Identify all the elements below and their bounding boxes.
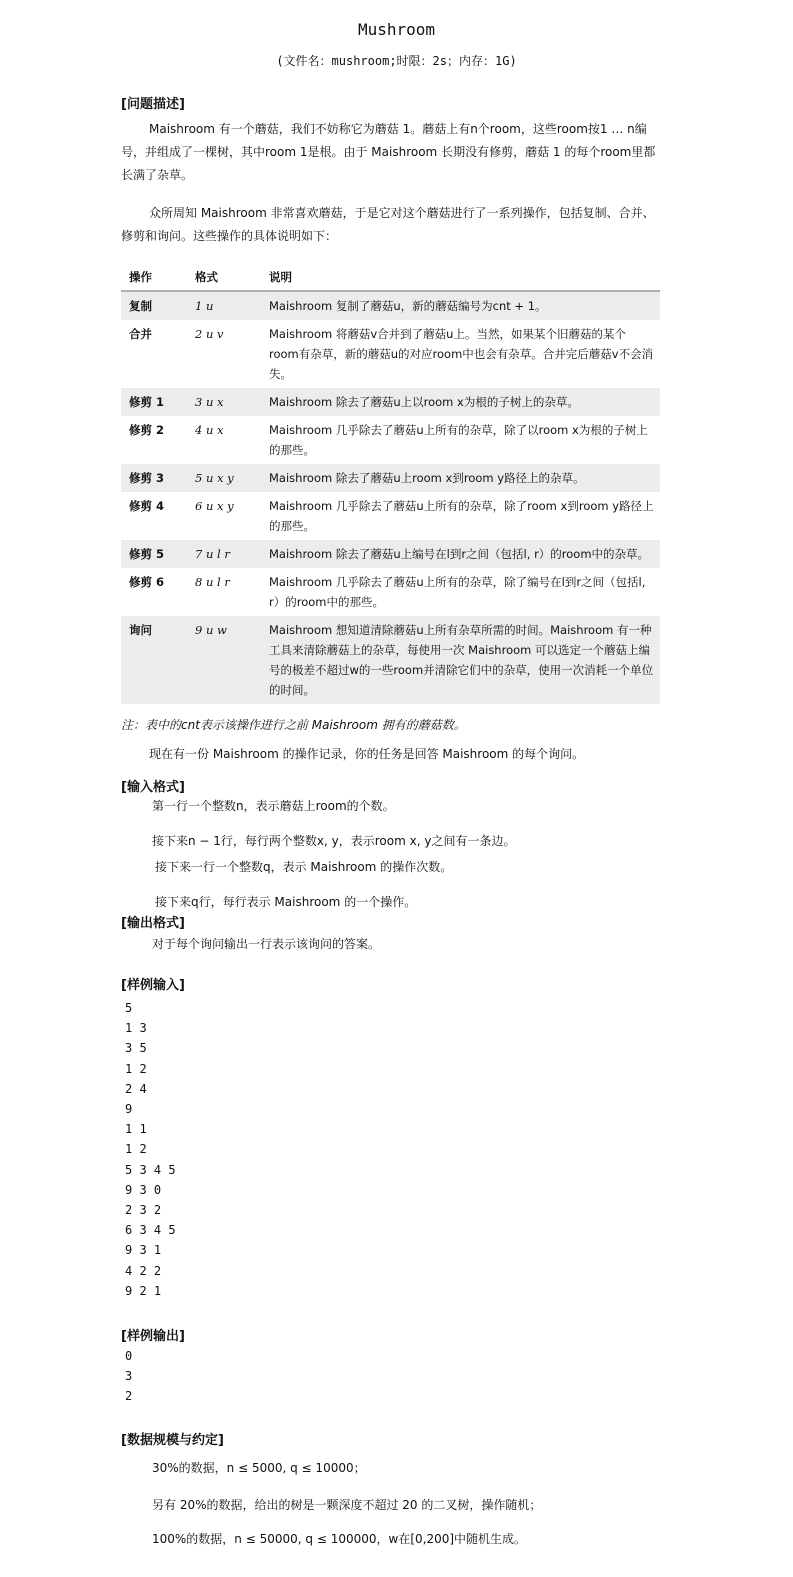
- op-name: 修剪 6: [129, 575, 165, 589]
- constraint-line: 100%的数据，n ≤ 50000, q ≤ 100000，w在[0,200]中随机生成。: [152, 1532, 527, 1546]
- column-header-description: 说明: [261, 264, 660, 291]
- table-row: [121, 492, 660, 540]
- sample-output-heading: [样例输出]: [121, 1329, 185, 1344]
- op-format: 8 u l r: [195, 575, 230, 589]
- output-format-line: 对于每个询问输出一行表示该询问的答案。: [152, 937, 381, 951]
- constraint-line: 30%的数据，n ≤ 5000, q ≤ 10000；: [152, 1461, 366, 1475]
- table-row: [121, 616, 660, 704]
- input-format-line: 接下来一行一个整数q，表示 Maishroom 的操作次数。: [155, 860, 453, 874]
- op-description: Maishroom 几乎除去了蘑菇u上所有的杂草，除了编号在l到r之间（包括l, r）的room中的那些。: [269, 575, 646, 609]
- table-row: [121, 416, 660, 464]
- op-format: 9 u w: [187, 616, 261, 704]
- op-name: 修剪 2: [129, 423, 165, 437]
- constraint-line: 另有 20%的数据，给出的树是一颗深度不超过 20 的二叉树，操作随机；: [152, 1498, 542, 1512]
- op-format: 1 u: [187, 291, 261, 320]
- problem-paragraph-1: Maishroom 有一个蘑菇，我们不妨称它为蘑菇 1。蘑菇上有n个room，这些room按1 … n编号，并组成了一棵树，其中room 1是根。由于 Maishroom 长期没有修剪，蘑菇 1 的每个room里都长满了杂草。: [121, 122, 656, 182]
- table-row: [121, 540, 660, 568]
- table-row: [121, 291, 660, 320]
- problem-heading: [问题描述]: [121, 97, 185, 112]
- op-description: Maishroom 除去了蘑菇u上以room x为根的子树上的杂草。: [261, 388, 660, 416]
- op-format: 2 u v: [195, 327, 224, 341]
- problem-paragraph-2: 众所周知 Maishroom 非常喜欢蘑菇，于是它对这个蘑菇进行了一系列操作，包括复制、合并、修剪和询问。这些操作的具体说明如下：: [121, 206, 655, 243]
- sample-input-block: 5 1 3 3 5 1 2 2 4 9 1 1 1 2 5 3 4 5 9 3 0 2 3 2 6 3 4 5 9 3 1 4 2 2 9 2 1: [125, 1001, 176, 1298]
- op-description: Maishroom 将蘑菇v合并到了蘑菇u上。当然，如果某个旧蘑菇的某个room有杂草，新的蘑菇u的对应room中也会有杂草。合并完后蘑菇v不会消失。: [269, 327, 654, 381]
- input-format-line: 接下来n − 1行，每行两个整数x, y，表示room x, y之间有一条边。: [152, 834, 516, 848]
- output-format-heading: [输出格式]: [121, 916, 185, 931]
- table-note: 注：表中的cnt表示该操作进行之前 Maishroom 拥有的蘑菇数。: [121, 718, 466, 732]
- op-format: 5 u x y: [187, 464, 261, 492]
- op-description: Maishroom 除去了蘑菇u上room x到room y路径上的杂草。: [261, 464, 660, 492]
- sample-input-heading: [样例输入]: [121, 978, 185, 993]
- op-format: 3 u x: [187, 388, 261, 416]
- op-name: 修剪 1: [121, 388, 187, 416]
- op-description: Maishroom 几乎除去了蘑菇u上所有的杂草，除了以room x为根的子树上的那些。: [269, 423, 648, 457]
- op-name: 修剪 5: [121, 540, 187, 568]
- op-description: Maishroom 复制了蘑菇u，新的蘑菇编号为cnt + 1。: [261, 291, 660, 320]
- after-table-paragraph: 现在有一份 Maishroom 的操作记录，你的任务是回答 Maishroom 的每个询问。: [149, 747, 585, 761]
- column-header-operation: 操作: [121, 264, 187, 291]
- page-subtitle: (文件名：mushroom;时限：2s；内存：1G): [276, 54, 517, 68]
- op-description: Maishroom 想知道清除蘑菇u上所有杂草所需的时间。Maishroom 有一种工具来清除蘑菇上的杂草，每使用一次 Maishroom 可以选定一个蘑菇上编号的极差不超过w的一些room并清除它们中的杂草，使用一次消耗一个单位的时间。: [261, 616, 660, 704]
- input-format-heading: [输入格式]: [121, 780, 185, 795]
- sample-output-block: 0 3 2: [125, 1349, 133, 1404]
- op-format: 7 u l r: [187, 540, 261, 568]
- constraints-heading: [数据规模与约定]: [121, 1433, 224, 1448]
- op-description: Maishroom 除去了蘑菇u上编号在l到r之间（包括l, r）的room中的杂草。: [261, 540, 660, 568]
- input-format-line: 接下来q行，每行表示 Maishroom 的一个操作。: [155, 895, 417, 909]
- op-format: 4 u x: [195, 423, 224, 437]
- column-header-format: 格式: [187, 264, 261, 291]
- op-name: 修剪 4: [129, 499, 165, 513]
- op-name: 复制: [121, 291, 187, 320]
- input-format-line: 第一行一个整数n，表示蘑菇上room的个数。: [152, 799, 395, 813]
- table-row: [121, 320, 660, 388]
- table-row: [121, 568, 660, 616]
- op-name: 修剪 3: [121, 464, 187, 492]
- table-row: [121, 464, 660, 492]
- operations-table: [121, 264, 660, 704]
- op-format: 6 u x y: [195, 499, 234, 513]
- op-name: 合并: [129, 327, 152, 341]
- page-title: Mushroom: [357, 20, 436, 39]
- table-header-row: [121, 264, 660, 291]
- op-description: Maishroom 几乎除去了蘑菇u上所有的杂草，除了room x到room y路径上的那些。: [269, 499, 654, 533]
- table-row: [121, 388, 660, 416]
- op-name: 询问: [121, 616, 187, 704]
